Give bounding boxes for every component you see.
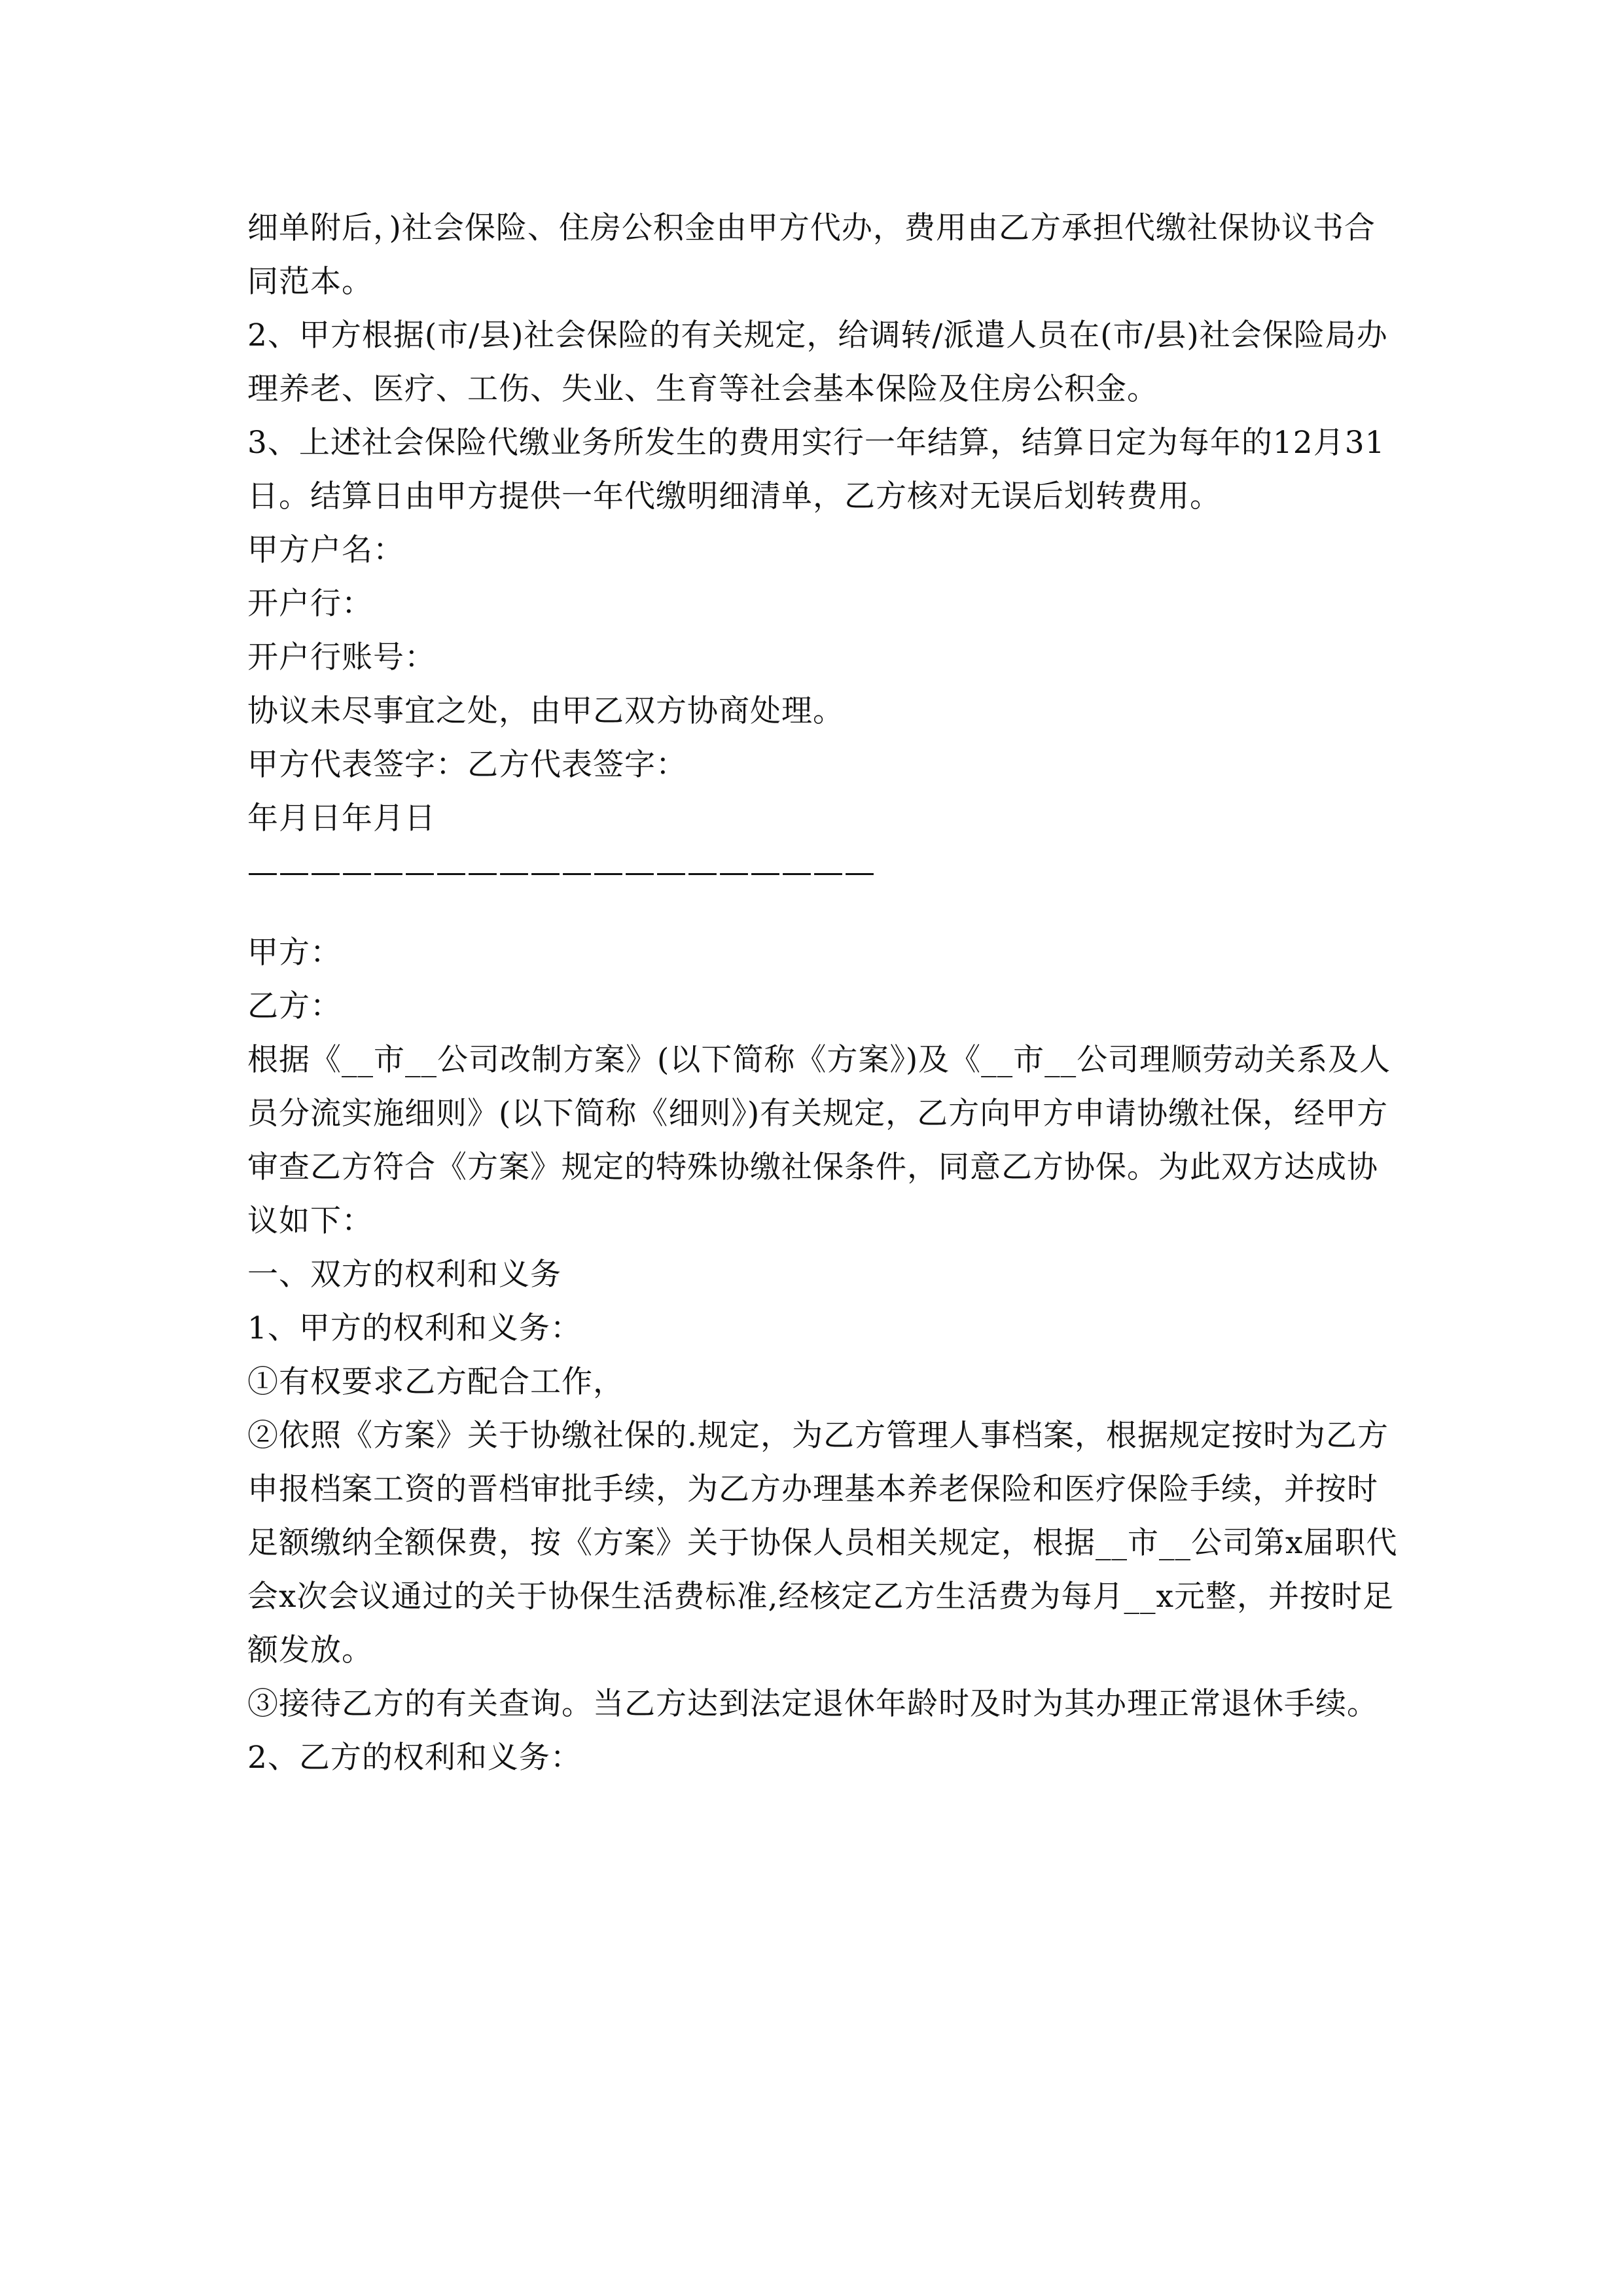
party-a-label: 甲方： [247,935,342,971]
date-line: 年月日年月日 [247,800,436,836]
subsection-heading-party-b: 2、乙方的权利和义务： [247,1740,582,1776]
list-item-1: ①有权要求乙方配合工作， [247,1364,624,1400]
bank-account-number: 开户行账号： [247,639,436,675]
paragraph-clause-3: 3、上述社会保险代缴业务所发生的费用实行一年结算，结算日定为每年的12月31日。结算日由甲方提供一年代缴明细清单，乙方核对无误后划转费用。 [247,425,1385,514]
paragraph-fee-responsibility: 细单附后，)社会保险、住房公积金由甲方代办，费用由乙方承担代缴社保协议书合同范本。 [247,210,1376,300]
signature-line: 甲方代表签字：乙方代表签字： [247,747,687,783]
paragraph-clause-2: 2、甲方根据(市/县)社会保险的有关规定，给调转/派遣人员在(市/县)社会保险局办理养老、医疗、工伤、失业、生育等社会基本保险及住房公积金。 [247,317,1388,407]
list-item-3: ③接待乙方的有关查询。当乙方达到法定退休年龄时及时为其办理正常退休手续。 [247,1686,1378,1722]
document-body [247,202,1399,1785]
section-heading-rights: 一、双方的权利和义务 [247,1257,562,1293]
section-divider: ———————————————————— [247,854,876,890]
spacer [247,899,1399,926]
party-b-label: 乙方： [247,988,342,1024]
list-item-2: ②依照《方案》关于协缴社保的.规定，为乙方管理人事档案，根据规定按时为乙方申报档案工资的晋档审批手续，为乙方办理基本养老保险和医疗保险手续，并按时足额缴纳全额保费，按《方案》关于协保人员相关规定，根据__市__公司第x届职代会x次会议通过的关于协保生活费标准,经核定乙方生活费为每月__x元整，并按时足额发放。 [247,1418,1398,1668]
subsection-heading-party-a: 1、甲方的权利和义务： [247,1310,582,1346]
bank-name: 开户行： [247,586,373,622]
party-a-account-name: 甲方户名： [247,532,404,568]
paragraph-preamble: 根据《__市__公司改制方案》(以下简称《方案》)及《__市__公司理顺劳动关系及人员分流实施细则》(以下简称《细则》)有关规定，乙方向甲方申请协缴社保，经甲方审查乙方符合《方案》规定的特殊协缴社保条件，同意乙方协保。为此双方达成协议如下： [247,1042,1391,1239]
paragraph-unresolved-matters: 协议未尽事宜之处，由甲乙双方协商处理。 [247,693,844,729]
